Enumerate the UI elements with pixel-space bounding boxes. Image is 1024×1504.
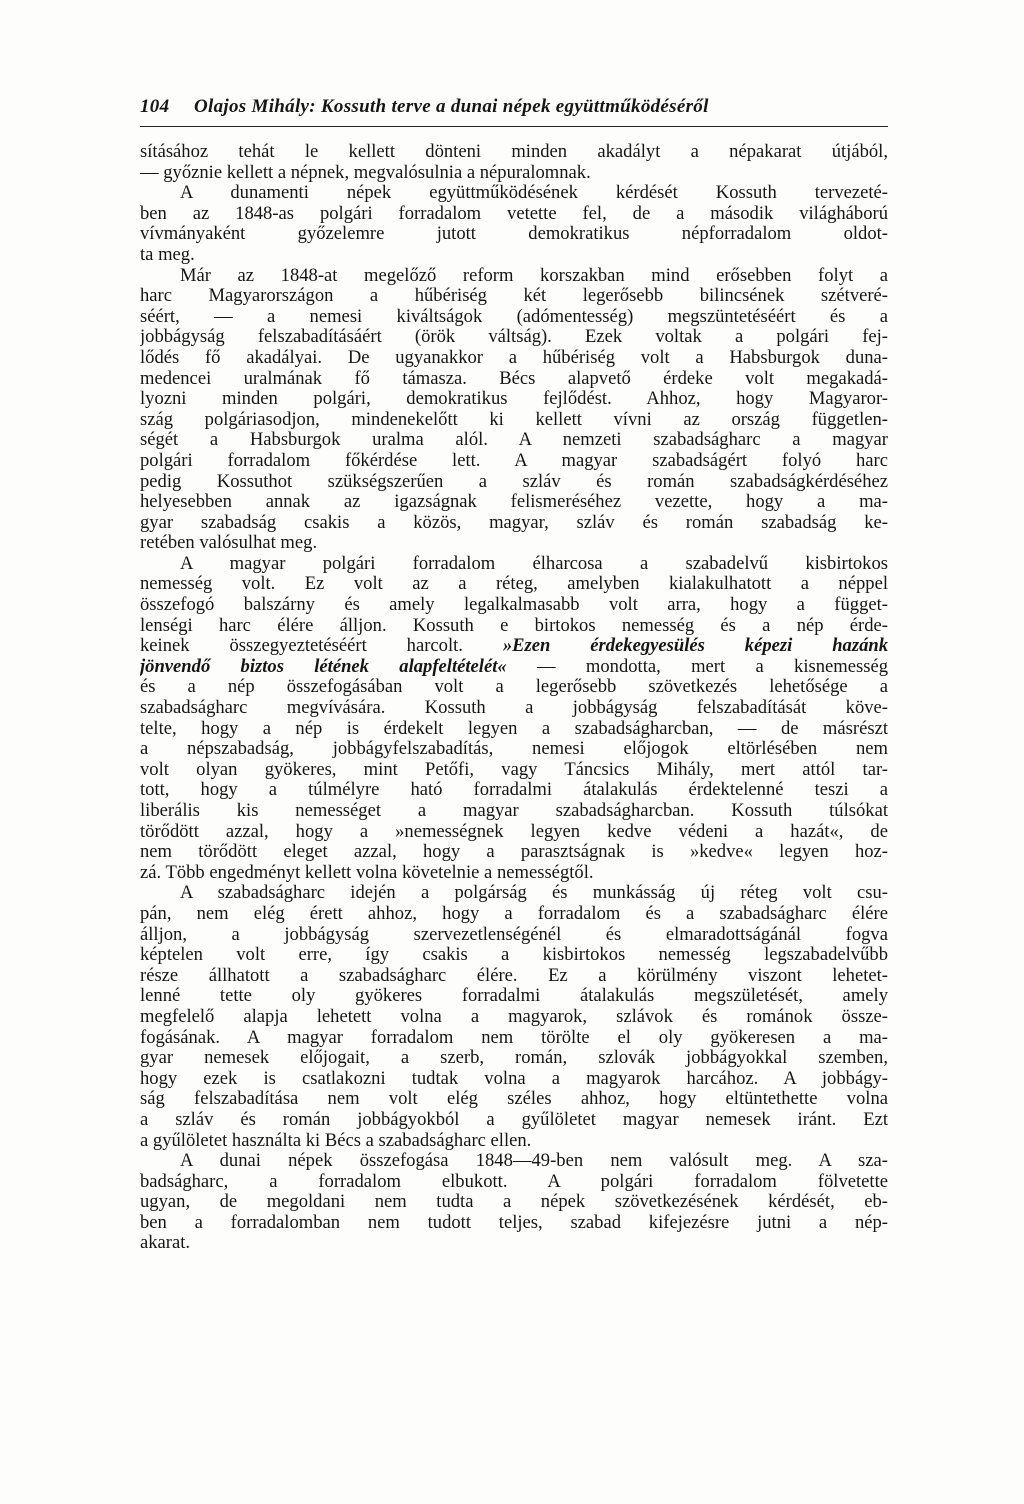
text-line: [140, 636, 888, 657]
text-line: [140, 801, 888, 822]
line-text: liberális kis nemességet a magyar szabadságharcban. Kossuth túlsókat: [140, 801, 888, 821]
page-number: 104: [140, 96, 170, 117]
text-line: [140, 925, 888, 946]
text-line: [140, 245, 888, 266]
text-line: [140, 904, 888, 925]
line-text: nemesség volt. Ez volt az a réteg, amelyben kialakulhatott a néppel: [140, 574, 888, 595]
line-text: nem törődött eleget azzal, hogy a parasztságnak is »kedve« legyen hoz-: [140, 842, 888, 863]
line-text: a népszabadság, jobbágyfelszabadítás, nemesi előjogok eltörlésében nem: [140, 739, 888, 760]
text-line: [140, 286, 888, 307]
line-text: törődött azzal, hogy a »nemességnek legyen kedve védeni a hazát«, de: [140, 821, 888, 842]
line-text: sításához tehát le kellett dönteni minden akadályt a népakarat útjából,: [140, 142, 888, 162]
line-text: szág polgáriasodjon, mindenekelőtt ki kellett vívni az ország független-: [140, 409, 888, 430]
text-line: [140, 1213, 888, 1234]
line-text: képtelen volt erre, így csakis a kisbirtokos nemesség legszabadelvűbb: [140, 945, 888, 966]
line-text: ben az 1848-as polgári forradalom vetette fel, de a második világháború: [140, 203, 888, 224]
line-text: pán, nem elég érett ahhoz, hogy a forradalom és a szabadságharc élére: [140, 903, 888, 924]
text-line: [140, 760, 888, 781]
text-line: [140, 204, 888, 225]
page-header: [140, 94, 888, 127]
line-text: — mondotta, mert a kisnemesség: [506, 656, 888, 677]
line-text: volt olyan gyökeres, mint Petőfi, vagy Táncsics Mihály, mert attól tar-: [140, 759, 888, 780]
text-line: [140, 822, 888, 843]
text-line: [140, 410, 888, 431]
line-text: része állhatott a szabadságharc élére. Ez a körülmény viszont lehetet-: [140, 965, 888, 986]
text-line: [140, 142, 888, 163]
text-line: [140, 183, 888, 204]
line-text: összefogó balszárny és amely legalkalmasabb volt arra, hogy a függet-: [140, 595, 888, 616]
text-line: [140, 1007, 888, 1028]
line-text: ben a forradalomban nem tudott teljes, szabad kifejezésre jutni a nép-: [140, 1212, 888, 1233]
line-text: ugyan, de megoldani nem tudta a népek szövetkezésének kérdését, eb-: [140, 1192, 888, 1213]
text-line: [140, 883, 888, 904]
line-text: zá. Több engedményt kellett volna követelnie a nemességtől.: [140, 862, 594, 883]
text-line: [140, 842, 888, 863]
line-text: gyar nemesek előjogait, a szerb, román, szlovák jobbágyokkal szemben,: [140, 1048, 888, 1069]
text-line: [140, 1151, 888, 1172]
line-text: ta meg.: [140, 244, 195, 265]
line-text: ségét a Habsburgok uralma alól. A nemzeti szabadságharc a magyar: [140, 430, 888, 451]
text-line: [140, 389, 888, 410]
line-text: vívmányaként győzelemre jutott demokratikus népforradalom oldot-: [140, 224, 888, 245]
line-text: álljon, a jobbágyság szervezetlenségénél és elmaradottságánál fogva: [140, 924, 888, 945]
text-line: [140, 698, 888, 719]
text-line: [140, 1131, 888, 1152]
line-text: harc Magyarországon a hűbériség két legerősebb bilincsének szétveré-: [140, 286, 888, 307]
text-line: [140, 863, 888, 884]
line-text: akarat.: [140, 1233, 191, 1254]
line-text: fogásának. A magyar forradalom nem törölte el oly gyökeresen a ma-: [140, 1027, 888, 1048]
text-line: [140, 595, 888, 616]
line-text: szabadságharc megvívására. Kossuth a jobbágyság felszabadítását köve-: [140, 698, 888, 719]
text-line: [140, 492, 888, 513]
line-text: megfelelő alapja lehetett volna a magyarok, szlávok és románok össze-: [140, 1006, 888, 1027]
text-line: [140, 986, 888, 1007]
text-line: [140, 657, 888, 678]
text-line: [140, 1089, 888, 1110]
line-text: A dunamenti népek együttműködésének kérdését Kossuth tervezeté-: [180, 183, 888, 204]
text-line: [140, 307, 888, 328]
body-text: [140, 142, 888, 1254]
line-text: gyar szabadság csakis a közös, magyar, szláv és román szabadság ke-: [140, 512, 888, 533]
text-line: [140, 1069, 888, 1090]
line-text: helyesebben annak az igazságnak felismeréséhez vezette, hogy a ma-: [140, 492, 888, 513]
line-text: retében valósulhat meg.: [140, 533, 318, 554]
text-line: [140, 574, 888, 595]
text-line: [140, 533, 888, 554]
line-text: séért, — a nemesi kiváltságok (adómentesség) megszüntetéséért és a: [140, 306, 888, 327]
running-title: Olajos Mihály: Kossuth terve a dunai népek együttműködéséről: [194, 96, 709, 117]
line-text: polgári forradalom főkérdése lett. A magyar szabadságért folyó harc: [140, 450, 888, 471]
text-line: [140, 430, 888, 451]
text-line: [140, 616, 888, 637]
line-text: lődés fő akadályai. De ugyanakkor a hűbériség volt a Habsburgok duna-: [140, 347, 888, 368]
text-line: [140, 945, 888, 966]
line-text: A szabadságharc idején a polgárság és munkásság új réteg volt csu-: [180, 883, 888, 904]
text-line: [140, 451, 888, 472]
text-line: [140, 1110, 888, 1131]
line-text: tott, hogy a túlmélyre ható forradalmi átalakulás érdektelenné teszi a: [140, 780, 888, 801]
line-text: és a nép összefogásában volt a legerősebb szövetkezés lehetősége a: [140, 677, 888, 698]
text-line: [140, 677, 888, 698]
text-line: [140, 266, 888, 287]
text-line: [140, 327, 888, 348]
line-text: a szláv és román jobbágyokból a gyűlöletet magyar nemesek iránt. Ezt: [140, 1109, 888, 1130]
line-text: A magyar polgári forradalom élharcosa a szabadelvű kisbirtokos: [180, 553, 888, 574]
line-text: lenségi harc élére álljon. Kossuth e birtokos nemesség és a nép érde-: [140, 615, 888, 636]
text-line: [140, 513, 888, 534]
text-line: [140, 554, 888, 575]
line-text: a gyűlöletet használta ki Bécs a szabadságharc ellen.: [140, 1130, 532, 1151]
line-text: — győznie kellett a népnek, megvalósulnia a népuralomnak.: [140, 162, 591, 183]
text-line: [140, 348, 888, 369]
emphasized-quote: »Ezen érdekegyesülés képezi hazánk: [502, 636, 888, 657]
text-line: [140, 1192, 888, 1213]
line-text: ság felszabadítása nem volt elég széles ahhoz, hogy eltüntethette volna: [140, 1089, 888, 1110]
text-line: [140, 739, 888, 760]
line-text: lenné tette oly gyökeres forradalmi átalakulás megszületését, amely: [140, 986, 888, 1007]
text-line: [140, 369, 888, 390]
line-text: badságharc, a forradalom elbukott. A polgári forradalom fölvetette: [140, 1171, 888, 1192]
text-line: [140, 224, 888, 245]
emphasized-quote: jönvendő biztos létének alapfeltételét«: [140, 656, 507, 677]
text-line: [140, 719, 888, 740]
text-line: [140, 472, 888, 493]
line-text: pedig Kossuthot szükségszerűen a szláv és román szabadságkérdéséhez: [140, 471, 888, 492]
text-line: [140, 163, 888, 184]
text-line: [140, 1028, 888, 1049]
line-text: jobbágyság felszabadításáért (örök váltság). Ezek voltak a polgári fej-: [140, 327, 888, 348]
text-line: [140, 966, 888, 987]
line-text: medencei uralmának fő támasza. Bécs alapvető érdeke volt megakadá-: [140, 368, 888, 389]
line-text: Már az 1848-at megelőző reform korszakban mind erősebben folyt a: [180, 265, 888, 286]
line-text: telte, hogy a nép is érdekelt legyen a szabadságharcban, — de másrészt: [140, 718, 888, 739]
text-line: [140, 780, 888, 801]
line-text: hogy ezek is csatlakozni tudtak volna a magyarok harcához. A jobbágy-: [140, 1068, 888, 1089]
line-text: lyozni minden polgári, demokratikus fejlődést. Ahhoz, hogy Magyaror-: [140, 389, 888, 410]
line-text: keinek összegyeztetéséért harcolt.: [140, 636, 503, 657]
text-line: [140, 1172, 888, 1193]
text-line: [140, 1048, 888, 1069]
text-line: [140, 1233, 888, 1254]
line-text: A dunai népek összefogása 1848—49-ben nem valósult meg. A sza-: [180, 1151, 888, 1172]
